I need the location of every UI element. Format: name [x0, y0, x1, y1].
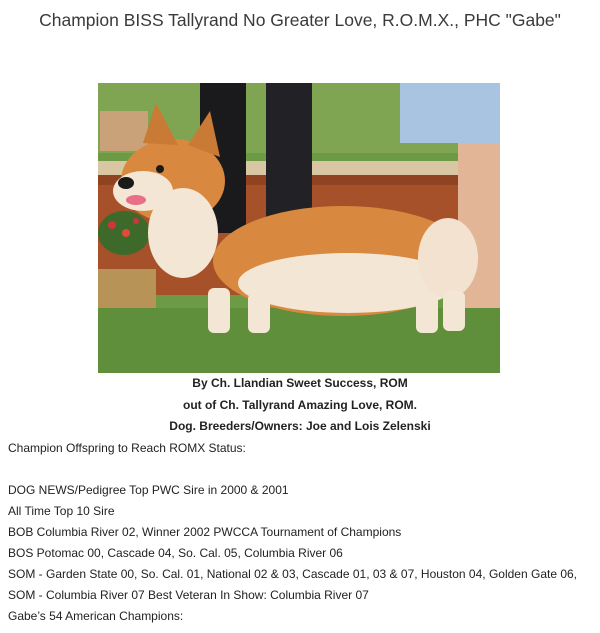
american-champions-line: Gabe’s 54 American Champions: — [8, 609, 184, 623]
breeders-caption: Dog. Breeders/Owners: Joe and Lois Zelenski — [169, 419, 431, 433]
sire-caption: By Ch. Llandian Sweet Success, ROM — [192, 376, 408, 390]
top-ten-line: All Time Top 10 Sire — [8, 504, 115, 518]
som-line-1: SOM - Garden State 00, So. Cal. 01, National 02 & 03, Cascade 01, 03 & 07, Houston 04, Golden Gate 06, — [8, 567, 578, 581]
offspring-heading: Champion Offspring to Reach ROMX Status: — [8, 441, 246, 455]
page-title: Champion BISS Tallyrand No Greater Love, R.O.M.X., PHC "Gabe" — [39, 10, 561, 30]
dam-caption: out of Ch. Tallyrand Amazing Love, ROM. — [182, 398, 417, 412]
bob-line: BOB Columbia River 02, Winner 2002 PWCCA Tournament of Champions — [8, 525, 402, 539]
som-line-2: SOM - Columbia River 07 Best Veteran In Show: Columbia River 07 — [8, 588, 369, 602]
corgi-photo — [98, 83, 500, 373]
dog-news-line: DOG NEWS/Pedigree Top PWC Sire in 2000 & 2001 — [8, 483, 289, 497]
bos-line: BOS Potomac 00, Cascade 04, So. Cal. 05, Columbia River 06 — [8, 546, 343, 560]
